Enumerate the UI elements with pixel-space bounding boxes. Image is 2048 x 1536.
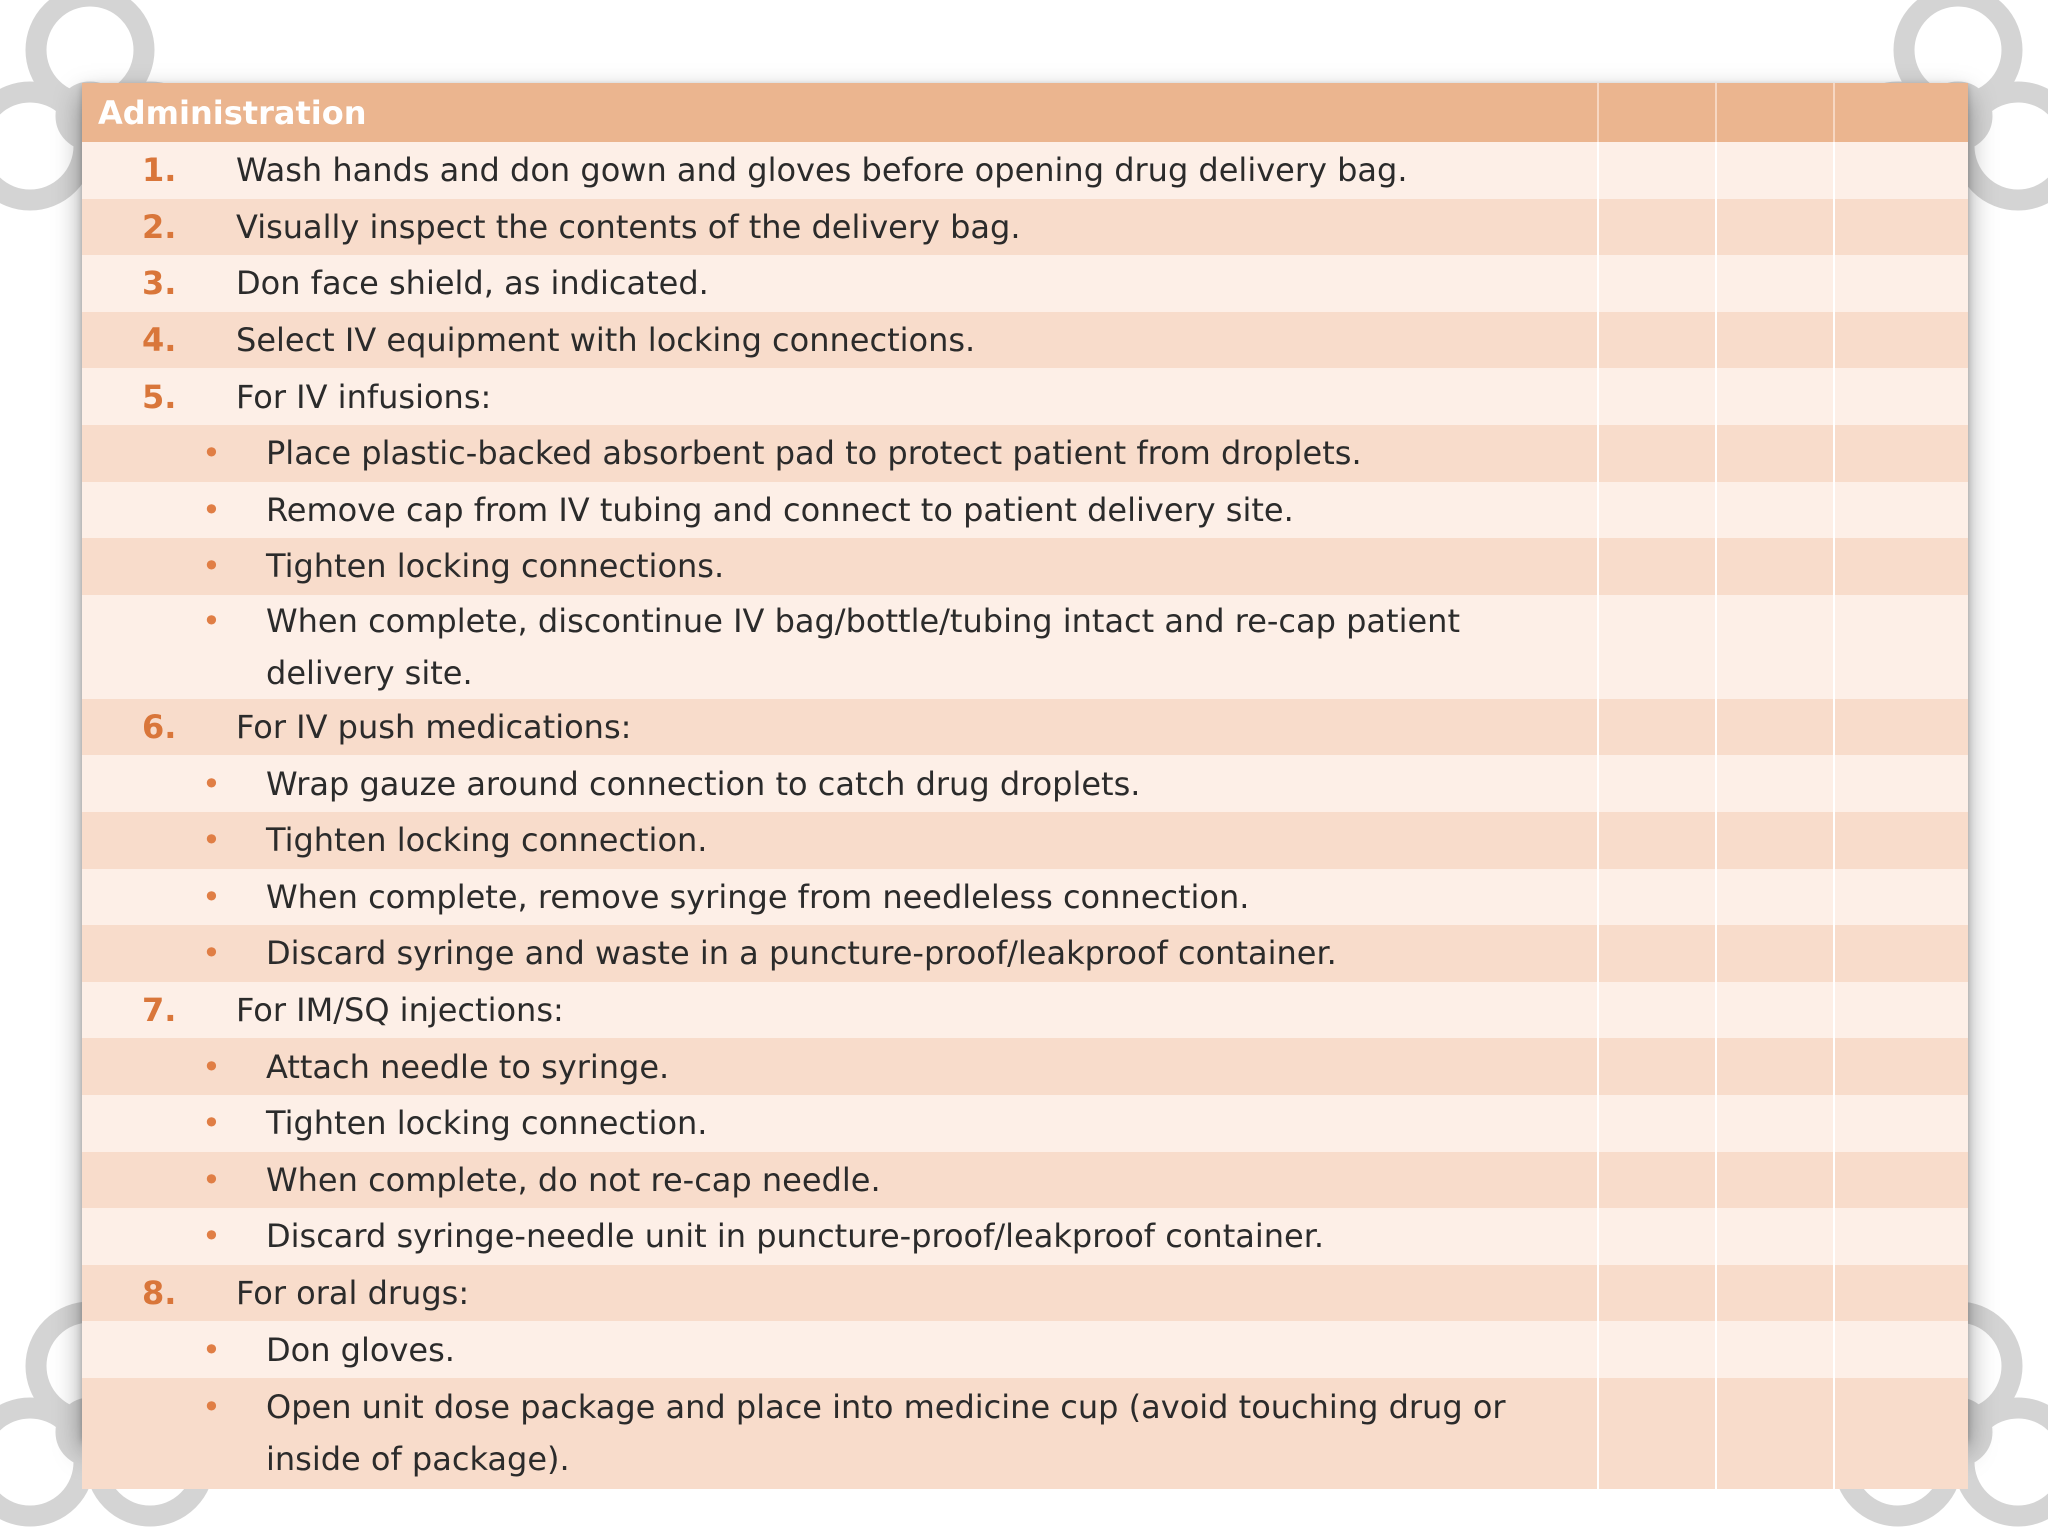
bullet-marker: • <box>202 1330 221 1369</box>
substep-row <box>82 1208 1968 1265</box>
step-text: Don gloves. <box>266 1330 455 1369</box>
step-cell <box>82 1095 1598 1152</box>
checkbox-cell[interactable] <box>1598 1378 1716 1489</box>
substep-row <box>82 755 1968 812</box>
section-title: Administration <box>82 83 1598 142</box>
step-cell <box>82 699 1598 756</box>
step-line <box>82 1267 1597 1319</box>
substep-row <box>82 482 1968 539</box>
step-row <box>82 1265 1968 1322</box>
substep-row <box>82 812 1968 869</box>
step-number: 3. <box>142 264 177 303</box>
step-row <box>82 368 1968 425</box>
checkbox-cell[interactable] <box>1716 925 1834 982</box>
checkbox-cell[interactable] <box>1598 1095 1716 1152</box>
checkbox-cell[interactable] <box>1598 925 1716 982</box>
step-text: Tighten locking connection. <box>266 821 708 860</box>
checkbox-cell[interactable] <box>1716 482 1834 539</box>
bullet-marker: • <box>202 1104 221 1143</box>
header-row <box>82 83 1968 142</box>
step-number: 8. <box>142 1273 177 1312</box>
step-line <box>82 1381 1597 1485</box>
step-cell <box>82 142 1598 199</box>
checkbox-cell[interactable] <box>1716 199 1834 256</box>
checklist-table <box>82 83 1968 1489</box>
step-cell <box>82 199 1598 256</box>
checkbox-cell[interactable] <box>1716 368 1834 425</box>
checkbox-column-header <box>1834 83 1968 142</box>
substep-row <box>82 1095 1968 1152</box>
checkbox-cell[interactable] <box>1598 595 1716 699</box>
checkbox-cell[interactable] <box>1716 255 1834 312</box>
step-row <box>82 312 1968 369</box>
step-row <box>82 199 1968 256</box>
checkbox-cell[interactable] <box>1598 142 1716 199</box>
step-text: Attach needle to syringe. <box>266 1047 670 1086</box>
checkbox-cell[interactable] <box>1716 1152 1834 1209</box>
checkbox-cell[interactable] <box>1598 982 1716 1039</box>
checkbox-cell[interactable] <box>1598 1208 1716 1265</box>
step-text: For IV push medications: <box>236 708 632 747</box>
checkbox-cell[interactable] <box>1834 142 1968 199</box>
checkbox-cell[interactable] <box>1834 425 1968 482</box>
step-line <box>82 484 1597 536</box>
step-text: Discard syringe-needle unit in puncture-proof/leakproof container. <box>266 1217 1325 1256</box>
checkbox-cell[interactable] <box>1716 595 1834 699</box>
step-line <box>82 201 1597 253</box>
bullet-marker: • <box>202 547 221 586</box>
checkbox-cell[interactable] <box>1598 368 1716 425</box>
checkbox-cell[interactable] <box>1716 1265 1834 1322</box>
bullet-marker: • <box>202 434 221 473</box>
checkbox-cell[interactable] <box>1834 755 1968 812</box>
step-row <box>82 982 1968 1039</box>
checkbox-cell[interactable] <box>1598 312 1716 369</box>
checkbox-cell[interactable] <box>1716 142 1834 199</box>
step-line <box>82 257 1597 309</box>
checkbox-cell[interactable] <box>1716 699 1834 756</box>
step-line <box>82 927 1597 979</box>
checkbox-cell[interactable] <box>1598 869 1716 926</box>
checkbox-cell[interactable] <box>1834 1321 1968 1378</box>
step-text: Open unit dose package and place into medicine cup (avoid touching drug or inside of package). <box>266 1388 1506 1479</box>
step-line <box>82 871 1597 923</box>
bullet-marker: • <box>202 877 221 916</box>
step-cell <box>82 982 1598 1039</box>
step-text: Place plastic-backed absorbent pad to protect patient from droplets. <box>266 434 1362 473</box>
checkbox-cell[interactable] <box>1834 1152 1968 1209</box>
checkbox-cell[interactable] <box>1598 538 1716 595</box>
step-cell <box>82 425 1598 482</box>
step-text: For IV infusions: <box>236 377 492 416</box>
checkbox-cell[interactable] <box>1834 595 1968 699</box>
step-cell <box>82 812 1598 869</box>
bullet-marker: • <box>202 601 221 640</box>
step-cell <box>82 595 1598 699</box>
step-cell <box>82 312 1598 369</box>
substep-row <box>82 595 1968 699</box>
step-text: For IM/SQ injections: <box>236 991 564 1030</box>
checkbox-cell[interactable] <box>1716 425 1834 482</box>
checkbox-cell[interactable] <box>1598 1038 1716 1095</box>
step-text: Select IV equipment with locking connections. <box>236 321 976 360</box>
checkbox-cell[interactable] <box>1834 482 1968 539</box>
step-text: Don face shield, as indicated. <box>236 264 709 303</box>
step-row <box>82 255 1968 312</box>
checkbox-cell[interactable] <box>1598 1152 1716 1209</box>
step-number: 1. <box>142 151 177 190</box>
step-line <box>82 144 1597 196</box>
step-row <box>82 699 1968 756</box>
step-line <box>82 427 1597 479</box>
checkbox-cell[interactable] <box>1834 982 1968 1039</box>
step-cell <box>82 538 1598 595</box>
substep-row <box>82 1152 1968 1209</box>
bullet-marker: • <box>202 934 221 973</box>
bullet-marker: • <box>202 1047 221 1086</box>
checkbox-cell[interactable] <box>1598 1321 1716 1378</box>
checkbox-cell[interactable] <box>1716 812 1834 869</box>
step-line <box>82 814 1597 866</box>
step-line <box>82 758 1597 810</box>
checklist-card <box>82 83 1968 1479</box>
step-line <box>82 701 1597 753</box>
checkbox-column-header <box>1716 83 1834 142</box>
step-cell <box>82 1265 1598 1322</box>
step-cell <box>82 1038 1598 1095</box>
checkbox-cell[interactable] <box>1598 425 1716 482</box>
checkbox-cell[interactable] <box>1834 1038 1968 1095</box>
checkbox-cell[interactable] <box>1834 925 1968 982</box>
step-number: 7. <box>142 991 177 1030</box>
checkbox-cell[interactable] <box>1834 812 1968 869</box>
checkbox-cell[interactable] <box>1834 699 1968 756</box>
step-text: Wrap gauze around connection to catch drug droplets. <box>266 764 1141 803</box>
step-line <box>82 1154 1597 1206</box>
checkbox-cell[interactable] <box>1834 1208 1968 1265</box>
checkbox-cell[interactable] <box>1834 312 1968 369</box>
checkbox-cell[interactable] <box>1834 869 1968 926</box>
step-cell <box>82 1208 1598 1265</box>
step-text: Tighten locking connection. <box>266 1104 708 1143</box>
step-text: For oral drugs: <box>236 1273 470 1312</box>
checkbox-cell[interactable] <box>1834 538 1968 595</box>
checkbox-cell[interactable] <box>1598 199 1716 256</box>
step-line <box>82 314 1597 366</box>
step-line <box>82 984 1597 1036</box>
checkbox-cell[interactable] <box>1716 1378 1834 1489</box>
step-number: 6. <box>142 708 177 747</box>
checkbox-cell[interactable] <box>1598 812 1716 869</box>
checkbox-cell[interactable] <box>1598 255 1716 312</box>
checkbox-cell[interactable] <box>1716 538 1834 595</box>
checkbox-cell[interactable] <box>1716 1208 1834 1265</box>
step-number: 2. <box>142 207 177 246</box>
substep-row <box>82 1038 1968 1095</box>
checkbox-cell[interactable] <box>1598 482 1716 539</box>
step-cell <box>82 368 1598 425</box>
step-line <box>82 595 1597 699</box>
bullet-marker: • <box>202 1217 221 1256</box>
bullet-marker: • <box>202 764 221 803</box>
checkbox-column-header <box>1598 83 1716 142</box>
substep-row <box>82 869 1968 926</box>
step-cell <box>82 869 1598 926</box>
bullet-marker: • <box>202 490 221 529</box>
substep-row <box>82 1378 1968 1489</box>
checkbox-cell[interactable] <box>1716 982 1834 1039</box>
checkbox-cell[interactable] <box>1834 1378 1968 1489</box>
step-number: 5. <box>142 377 177 416</box>
step-line <box>82 1097 1597 1149</box>
checkbox-cell[interactable] <box>1598 755 1716 812</box>
step-text: Remove cap from IV tubing and connect to patient delivery site. <box>266 490 1294 529</box>
step-line <box>82 1210 1597 1262</box>
step-text: Discard syringe and waste in a puncture-proof/leakproof container. <box>266 934 1337 973</box>
step-cell <box>82 482 1598 539</box>
step-line <box>82 1041 1597 1093</box>
checkbox-cell[interactable] <box>1598 1265 1716 1322</box>
substep-row <box>82 425 1968 482</box>
checkbox-cell[interactable] <box>1834 199 1968 256</box>
step-text: Wash hands and don gown and gloves before opening drug delivery bag. <box>236 151 1408 190</box>
step-line <box>82 1324 1597 1376</box>
step-cell <box>82 1378 1598 1489</box>
step-text: When complete, discontinue IV bag/bottle/tubing intact and re-cap patient delivery site. <box>266 601 1460 692</box>
step-line <box>82 371 1597 423</box>
step-cell <box>82 1321 1598 1378</box>
checkbox-cell[interactable] <box>1716 312 1834 369</box>
checkbox-cell[interactable] <box>1834 368 1968 425</box>
step-text: When complete, do not re-cap needle. <box>266 1160 881 1199</box>
step-text: Tighten locking connections. <box>266 547 725 586</box>
substep-row <box>82 538 1968 595</box>
checkbox-cell[interactable] <box>1716 869 1834 926</box>
step-line <box>82 540 1597 592</box>
step-cell <box>82 755 1598 812</box>
checkbox-cell[interactable] <box>1716 755 1834 812</box>
step-text: Visually inspect the contents of the delivery bag. <box>236 207 1021 246</box>
step-number: 4. <box>142 321 177 360</box>
step-cell <box>82 1152 1598 1209</box>
substep-row <box>82 925 1968 982</box>
step-cell <box>82 255 1598 312</box>
bullet-marker: • <box>202 821 221 860</box>
bullet-marker: • <box>202 1388 221 1427</box>
step-cell <box>82 925 1598 982</box>
checkbox-cell[interactable] <box>1834 1095 1968 1152</box>
checkbox-cell[interactable] <box>1716 1038 1834 1095</box>
checkbox-cell[interactable] <box>1834 1265 1968 1322</box>
step-text: When complete, remove syringe from needleless connection. <box>266 877 1250 916</box>
bullet-marker: • <box>202 1160 221 1199</box>
step-row <box>82 142 1968 199</box>
checkbox-cell[interactable] <box>1598 699 1716 756</box>
checkbox-cell[interactable] <box>1716 1321 1834 1378</box>
substep-row <box>82 1321 1968 1378</box>
checkbox-cell[interactable] <box>1716 1095 1834 1152</box>
checkbox-cell[interactable] <box>1834 255 1968 312</box>
